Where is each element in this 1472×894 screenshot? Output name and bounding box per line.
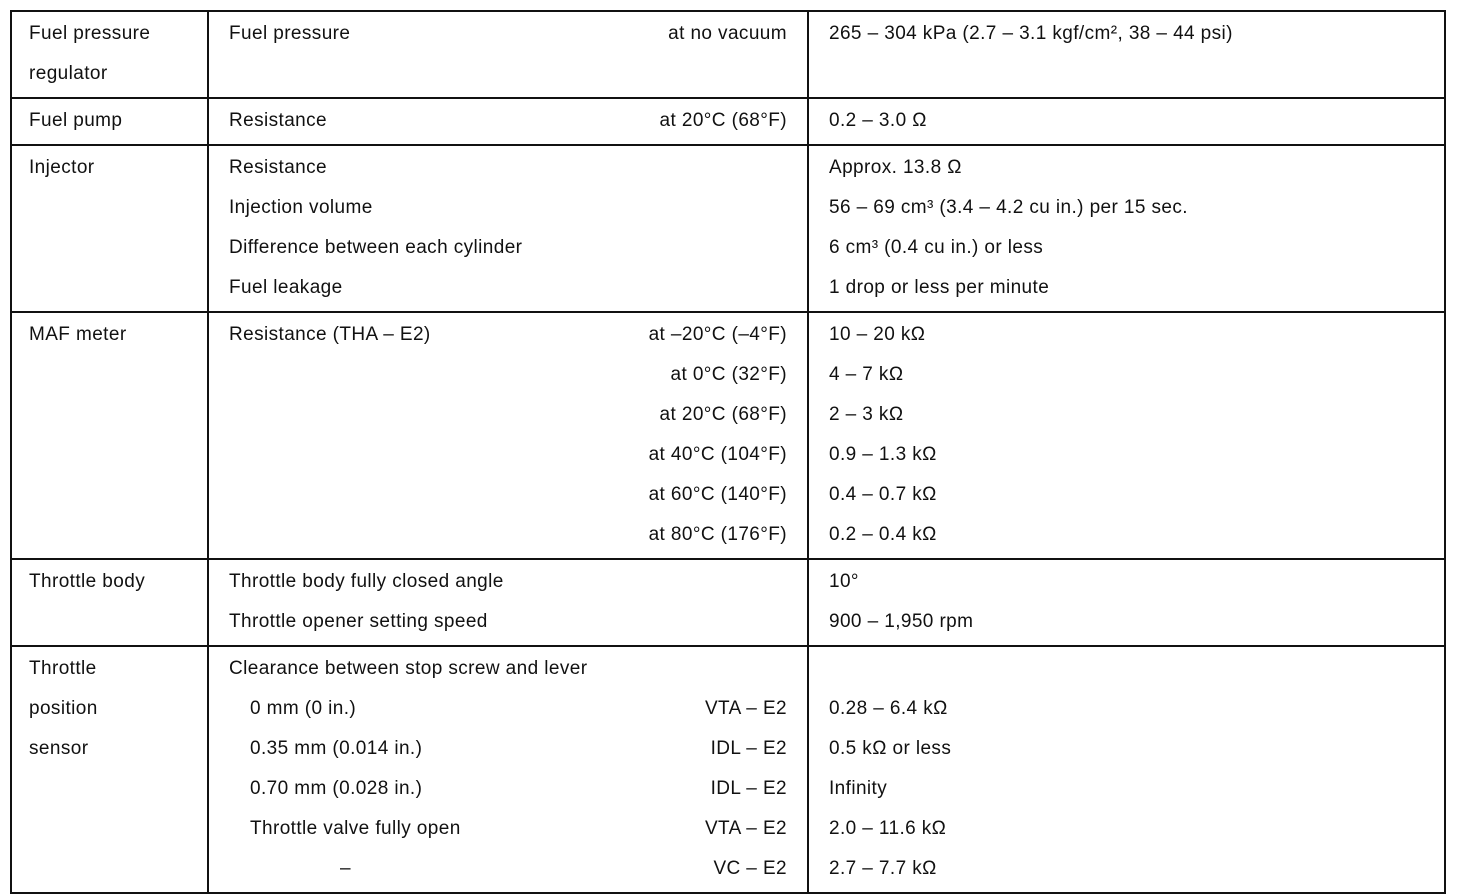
item-label: Clearance between stop screw and lever (229, 658, 588, 679)
item-label: Resistance (229, 157, 327, 178)
spec-value: 0.2 – 3.0 Ω (829, 110, 927, 131)
condition-label: at 0°C (32°F) (670, 364, 787, 385)
value-cell (808, 559, 1445, 646)
table-row (11, 11, 1445, 98)
terminal-label: IDL – E2 (710, 738, 787, 759)
condition-label: at no vacuum (668, 23, 787, 44)
item-line (209, 769, 807, 809)
component-name: position (29, 698, 98, 719)
value-cell (808, 11, 1445, 98)
spec-value: 900 – 1,950 rpm (829, 611, 974, 632)
condition-label: at 20°C (68°F) (659, 110, 787, 131)
item-line (209, 14, 807, 54)
terminal-label: IDL – E2 (710, 778, 787, 799)
spec-value: 6 cm³ (0.4 cu in.) or less (829, 237, 1044, 258)
item-line (209, 475, 807, 515)
component-cell (11, 312, 208, 559)
spec-value: 1 drop or less per minute (829, 277, 1050, 298)
item-line (209, 689, 807, 729)
item-cell (208, 11, 808, 98)
spec-value: 0.5 kΩ or less (829, 738, 952, 759)
spec-value: 0.9 – 1.3 kΩ (829, 444, 937, 465)
specification-table (10, 10, 1446, 894)
item-cell (208, 98, 808, 145)
spec-value: Infinity (829, 778, 888, 799)
item-label: Throttle body fully closed angle (229, 571, 504, 592)
item-line (209, 849, 807, 889)
component-name: Fuel pump (29, 110, 123, 131)
component-name: MAF meter (29, 324, 127, 345)
value-cell (808, 312, 1445, 559)
spec-value: 2.0 – 11.6 kΩ (829, 818, 947, 839)
item-line (209, 435, 807, 475)
spec-sheet (10, 10, 1444, 894)
item-label: Throttle opener setting speed (229, 611, 488, 632)
component-cell (11, 11, 208, 98)
item-cell (208, 312, 808, 559)
spec-value: 0.2 – 0.4 kΩ (829, 524, 937, 545)
item-label: Fuel leakage (229, 277, 343, 298)
condition-label: at 40°C (104°F) (648, 444, 787, 465)
terminal-label: VTA – E2 (704, 698, 787, 719)
component-name: Injector (29, 157, 95, 178)
value-cell (808, 98, 1445, 145)
item-label: Difference between each cylinder (229, 237, 523, 258)
table-row (11, 312, 1445, 559)
item-line (209, 101, 807, 141)
value-cell (808, 646, 1445, 893)
item-line (209, 515, 807, 555)
terminal-label: VC – E2 (713, 858, 787, 879)
spec-value: 2 – 3 kΩ (829, 404, 904, 425)
spec-value: 10° (829, 571, 859, 592)
component-name: Throttle body (29, 571, 146, 592)
spec-value: Approx. 13.8 Ω (829, 157, 962, 178)
condition-label: at 80°C (176°F) (648, 524, 787, 545)
spec-value: 0.4 – 0.7 kΩ (829, 484, 937, 505)
component-cell (11, 646, 208, 893)
clearance-label: 0.70 mm (0.028 in.) (250, 778, 423, 799)
spec-value-empty (809, 649, 1444, 689)
item-cell (208, 145, 808, 312)
terminal-label: VTA – E2 (704, 818, 787, 839)
spec-value: 265 – 304 kPa (2.7 – 3.1 kgf/cm², 38 – 44 psi) (829, 23, 1233, 44)
condition-label: at 20°C (68°F) (659, 404, 787, 425)
item-cell (208, 646, 808, 893)
item-line (209, 729, 807, 769)
table-row (11, 145, 1445, 312)
component-cell (11, 98, 208, 145)
item-label: Resistance (THA – E2) (229, 324, 431, 345)
spec-value: 56 – 69 cm³ (3.4 – 4.2 cu in.) per 15 sec. (829, 197, 1188, 218)
item-cell (208, 559, 808, 646)
component-cell (11, 559, 208, 646)
component-cell (11, 145, 208, 312)
table-row (11, 646, 1445, 893)
table-row (11, 98, 1445, 145)
item-line (209, 809, 807, 849)
item-label: Resistance (229, 110, 327, 131)
item-label: Fuel pressure (229, 23, 351, 44)
spec-value: 0.28 – 6.4 kΩ (829, 698, 948, 719)
item-line (209, 315, 807, 355)
clearance-label: 0 mm (0 in.) (250, 698, 357, 719)
component-name: Fuel pressure (29, 23, 151, 44)
item-line (209, 395, 807, 435)
item-label: Injection volume (229, 197, 373, 218)
component-name: regulator (29, 63, 108, 84)
spec-value: 10 – 20 kΩ (829, 324, 926, 345)
spec-value: 4 – 7 kΩ (829, 364, 904, 385)
clearance-label: Throttle valve fully open (250, 818, 461, 839)
component-name: Throttle (29, 658, 97, 679)
clearance-label: – (340, 858, 351, 879)
item-line (209, 355, 807, 395)
condition-label: at –20°C (–4°F) (648, 324, 787, 345)
spec-value: 2.7 – 7.7 kΩ (829, 858, 937, 879)
condition-label: at 60°C (140°F) (648, 484, 787, 505)
value-cell (808, 145, 1445, 312)
clearance-label: 0.35 mm (0.014 in.) (250, 738, 423, 759)
table-row (11, 559, 1445, 646)
component-name: sensor (29, 738, 89, 759)
